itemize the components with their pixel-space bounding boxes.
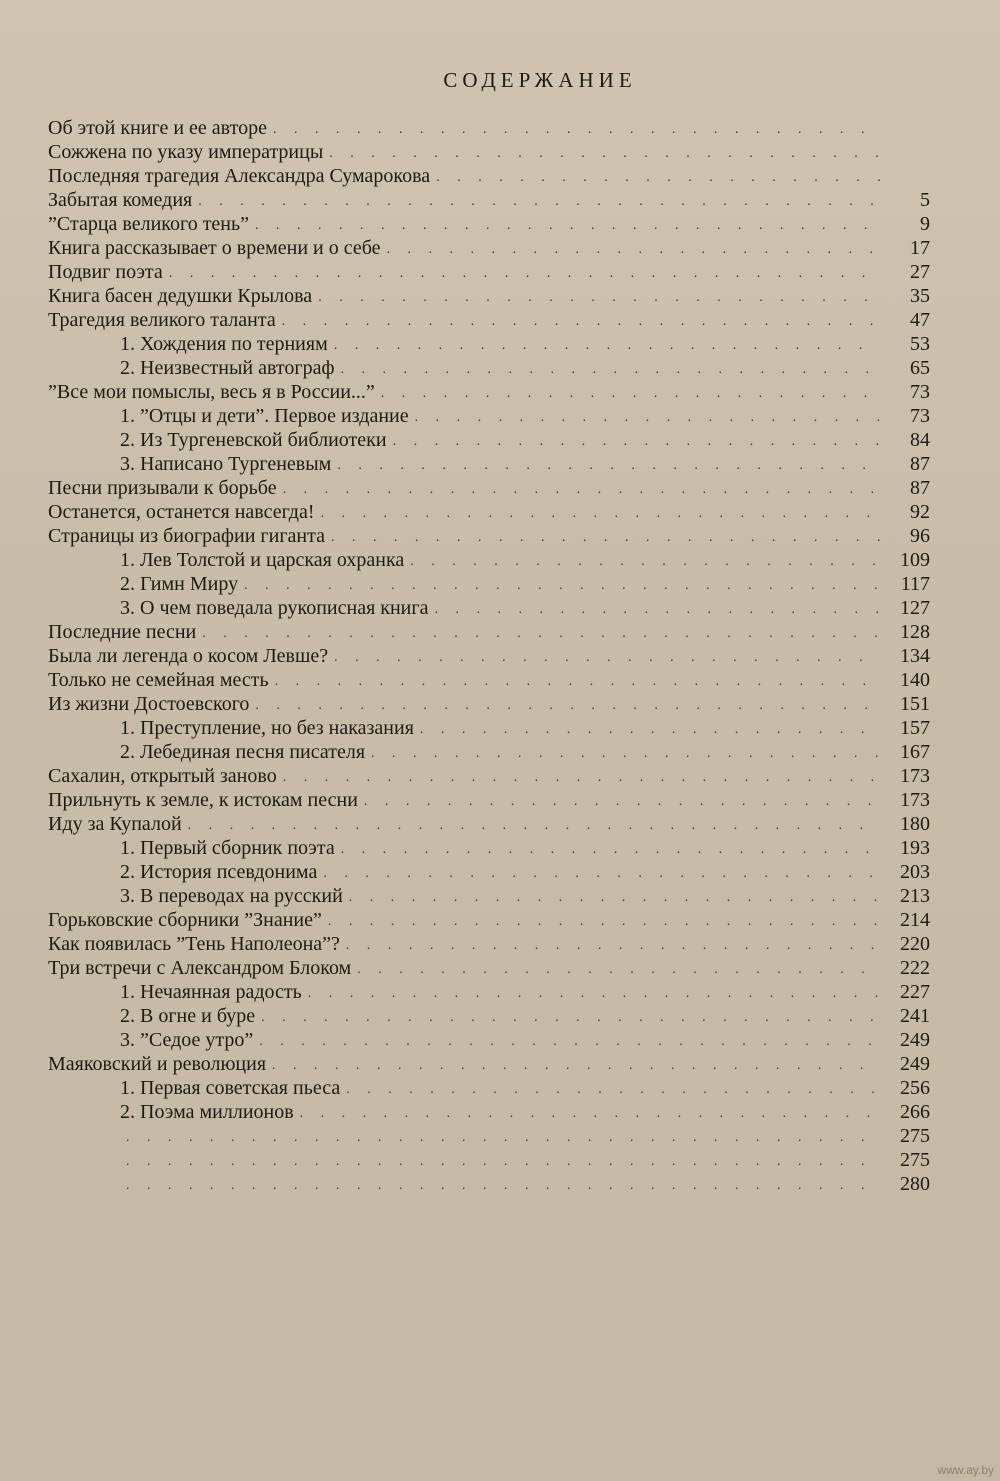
toc-entry-page: 65 <box>910 357 930 379</box>
toc-entry-title: 1. Преступление, но без наказания <box>120 717 414 739</box>
toc-entry-page: 222 <box>900 957 930 979</box>
toc-entry-title: 2. Неизвестный автограф <box>120 357 335 379</box>
toc-entry-title: Три встречи с Александром Блоком <box>48 957 352 979</box>
toc-entry <box>48 332 930 356</box>
toc-entry-page: 249 <box>900 1053 930 1075</box>
toc-entry-page: 9 <box>920 213 930 235</box>
toc-entry-title: 1. Первый сборник поэта <box>120 837 335 859</box>
dot-leader <box>410 552 880 572</box>
dot-leader <box>283 768 880 788</box>
toc-entry-title: 1. Нечаянная радость <box>120 981 302 1003</box>
dot-leader <box>198 192 880 212</box>
toc-entry <box>48 548 930 572</box>
toc-entry-page: 151 <box>900 693 930 715</box>
toc-entry <box>48 524 930 548</box>
toc-entry-page: 167 <box>900 741 930 763</box>
toc-entry-page: 227 <box>900 981 930 1003</box>
toc-entry <box>48 140 930 164</box>
toc-entry-page: 193 <box>900 837 930 859</box>
toc-entry-page: 134 <box>900 645 930 667</box>
toc-entry-page: 27 <box>910 261 930 283</box>
toc-entry-title: Подвиг поэта <box>48 261 163 283</box>
toc-entry-page: 249 <box>900 1029 930 1051</box>
toc-entry <box>48 1076 930 1100</box>
toc-entry <box>48 596 930 620</box>
toc-entry-title: Книга рассказывает о времени и о себе <box>48 237 381 259</box>
toc-entry <box>48 308 930 332</box>
toc-entry <box>48 860 930 884</box>
dot-leader <box>329 144 880 164</box>
toc-entry-title: ”Старца великого тень” <box>48 213 250 235</box>
toc-entry <box>48 188 930 212</box>
dot-leader <box>337 456 880 476</box>
dot-leader <box>321 504 880 524</box>
toc-entry-title: Песни призывали к борьбе <box>48 477 277 499</box>
toc-entry <box>48 212 930 236</box>
toc-entry <box>48 428 930 452</box>
toc-entry-page: 96 <box>910 525 930 547</box>
toc-entry-title: Сожжена по указу императрицы <box>48 141 324 163</box>
dot-leader <box>275 672 880 692</box>
toc-entry-page: 266 <box>900 1101 930 1123</box>
toc-entry-page: 173 <box>900 765 930 787</box>
toc-entry-title: Сахалин, открытый заново <box>48 765 277 787</box>
dot-leader <box>346 936 880 956</box>
toc-entry-title: 2. Лебединая песня писателя <box>120 741 366 763</box>
toc-entry-page: 214 <box>900 909 930 931</box>
toc-entry <box>48 1028 930 1052</box>
toc-entry <box>48 764 930 788</box>
toc-entry <box>48 452 930 476</box>
dot-leader <box>323 864 880 884</box>
toc-entry <box>48 980 930 1004</box>
dot-leader <box>126 1128 880 1148</box>
toc-entry-page: 35 <box>910 285 930 307</box>
toc-entry-page: 180 <box>900 813 930 835</box>
toc-entry-title: Была ли легенда о косом Левше? <box>48 645 329 667</box>
toc-entry <box>48 956 930 980</box>
toc-entry-page: 117 <box>900 573 930 595</box>
toc-entry <box>48 788 930 812</box>
toc-entry <box>48 908 930 932</box>
dot-leader <box>415 408 880 428</box>
toc-entry-title: Трагедия великого таланта <box>48 309 276 331</box>
dot-leader <box>393 432 880 452</box>
dot-leader <box>387 240 880 260</box>
toc-entry-page: 203 <box>900 861 930 883</box>
toc-entry <box>48 932 930 956</box>
toc-entry-page: 275 <box>900 1149 930 1171</box>
toc-entry-page: 84 <box>910 429 930 451</box>
toc-entry-page: 241 <box>900 1005 930 1027</box>
dot-leader <box>349 888 880 908</box>
toc-entry-page: 92 <box>910 501 930 523</box>
toc-entry <box>48 404 930 428</box>
toc-entry <box>48 1124 930 1148</box>
toc-entry-title: Горьковские сборники ”Знание” <box>48 909 322 931</box>
dot-leader <box>259 1032 880 1052</box>
dot-leader <box>261 1008 880 1028</box>
toc-entry <box>48 620 930 644</box>
dot-leader <box>420 720 880 740</box>
toc-entry <box>48 116 930 140</box>
page-heading: СОДЕРЖАНИЕ <box>443 68 637 92</box>
toc-entry <box>48 644 930 668</box>
toc-entry-page: 47 <box>910 309 930 331</box>
toc-entry-title: Забытая комедия <box>48 189 193 211</box>
toc-entry-page: 87 <box>910 453 930 475</box>
toc-entry-title: Останется, останется навсегда! <box>48 501 315 523</box>
toc-entry-page: 157 <box>900 717 930 739</box>
toc-entry <box>48 500 930 524</box>
dot-leader <box>273 120 880 140</box>
toc-entry <box>48 716 930 740</box>
dot-leader <box>308 984 880 1004</box>
dot-leader <box>282 312 880 332</box>
toc-entry-title: 3. В переводах на русский <box>120 885 343 907</box>
toc-entry <box>48 236 930 260</box>
toc-entry <box>48 740 930 764</box>
toc-entry-title: Последние песни <box>48 621 197 643</box>
toc-entry <box>48 356 930 380</box>
toc-entry <box>48 1172 930 1196</box>
toc-entry-title: Книга басен дедушки Крылова <box>48 285 313 307</box>
toc-entry <box>48 572 930 596</box>
toc-entry-title: Прильнуть к земле, к истокам песни <box>48 789 358 811</box>
toc-entry-title: 3. О чем поведала рукописная книга <box>120 597 429 619</box>
toc-entry-page: 213 <box>900 885 930 907</box>
dot-leader <box>341 840 880 860</box>
toc-entry-title: 3. Написано Тургеневым <box>120 453 332 475</box>
toc-entry-title: Из жизни Достоевского <box>48 693 250 715</box>
watermark: www.ay.by <box>937 1463 994 1477</box>
toc-entry-page: 73 <box>910 381 930 403</box>
toc-entry-page: 173 <box>900 789 930 811</box>
toc-entry-title: Об этой книге и ее авторе <box>48 117 267 139</box>
table-of-contents <box>48 116 930 1196</box>
toc-entry-page: 128 <box>900 621 930 643</box>
toc-entry-title: Как появилась ”Тень Наполеона”? <box>48 933 340 955</box>
dot-leader <box>334 648 880 668</box>
toc-entry <box>48 1100 930 1124</box>
dot-leader <box>340 360 880 380</box>
dot-leader <box>331 528 880 548</box>
toc-entry-page: 220 <box>900 933 930 955</box>
toc-entry-title: 2. Поэма миллионов <box>120 1101 294 1123</box>
toc-entry-page: 275 <box>900 1125 930 1147</box>
toc-entry <box>48 284 930 308</box>
dot-leader <box>188 816 880 836</box>
toc-entry-title: 1. Лев Толстой и царская охранка <box>120 549 405 571</box>
toc-entry-title: 3. ”Седое утро” <box>120 1029 254 1051</box>
dot-leader <box>272 1056 880 1076</box>
toc-entry <box>48 1004 930 1028</box>
toc-entry-page: 280 <box>900 1173 930 1195</box>
dot-leader <box>283 480 880 500</box>
toc-entry-page: 256 <box>900 1077 930 1099</box>
dot-leader <box>436 168 880 188</box>
toc-entry-page: 53 <box>910 333 930 355</box>
toc-entry-title: 1. Первая советская пьеса <box>120 1077 341 1099</box>
toc-entry-title: 2. Гимн Миру <box>120 573 239 595</box>
dot-leader <box>244 576 880 596</box>
toc-entry <box>48 260 930 284</box>
toc-entry-title: Иду за Купалой <box>48 813 182 835</box>
toc-entry-page: 73 <box>910 405 930 427</box>
toc-entry-title: Страницы из биографии гиганта <box>48 525 325 547</box>
toc-entry-title: 2. В огне и буре <box>120 1005 256 1027</box>
toc-entry-page: 127 <box>900 597 930 619</box>
toc-entry-title: ”Все мои помыслы, весь я в России...” <box>48 381 375 403</box>
toc-entry <box>48 884 930 908</box>
toc-entry <box>48 812 930 836</box>
toc-entry <box>48 476 930 500</box>
toc-entry-title: 2. История псевдонима <box>120 861 318 883</box>
dot-leader <box>255 216 880 236</box>
toc-entry-page: 5 <box>920 189 930 211</box>
dot-leader <box>346 1080 880 1100</box>
toc-entry-title: 1. Хождения по терниям <box>120 333 328 355</box>
toc-entry-page: 140 <box>900 669 930 691</box>
dot-leader <box>364 792 880 812</box>
dot-leader <box>318 288 880 308</box>
toc-entry <box>48 1148 930 1172</box>
dot-leader <box>381 384 880 404</box>
toc-entry-page: 87 <box>910 477 930 499</box>
dot-leader <box>371 744 880 764</box>
toc-entry-title: Только не семейная месть <box>48 669 269 691</box>
dot-leader <box>300 1104 880 1124</box>
toc-entry <box>48 164 930 188</box>
dot-leader <box>202 624 880 644</box>
toc-entry <box>48 668 930 692</box>
toc-entry-title: 1. ”Отцы и дети”. Первое издание <box>120 405 409 427</box>
toc-entry <box>48 1052 930 1076</box>
dot-leader <box>434 600 880 620</box>
toc-entry-page: 109 <box>900 549 930 571</box>
dot-leader <box>328 912 880 932</box>
toc-entry-title: Последняя трагедия Александра Сумарокова <box>48 165 431 187</box>
toc-entry-title: 2. Из Тургеневской библиотеки <box>120 429 387 451</box>
toc-entry <box>48 380 930 404</box>
toc-entry-title: Маяковский и революция <box>48 1053 267 1075</box>
dot-leader <box>334 336 880 356</box>
toc-entry <box>48 692 930 716</box>
toc-entry <box>48 836 930 860</box>
dot-leader <box>169 264 880 284</box>
dot-leader <box>126 1152 880 1172</box>
dot-leader <box>357 960 880 980</box>
toc-entry-page: 17 <box>910 237 930 259</box>
dot-leader <box>126 1176 880 1196</box>
dot-leader <box>255 696 880 716</box>
